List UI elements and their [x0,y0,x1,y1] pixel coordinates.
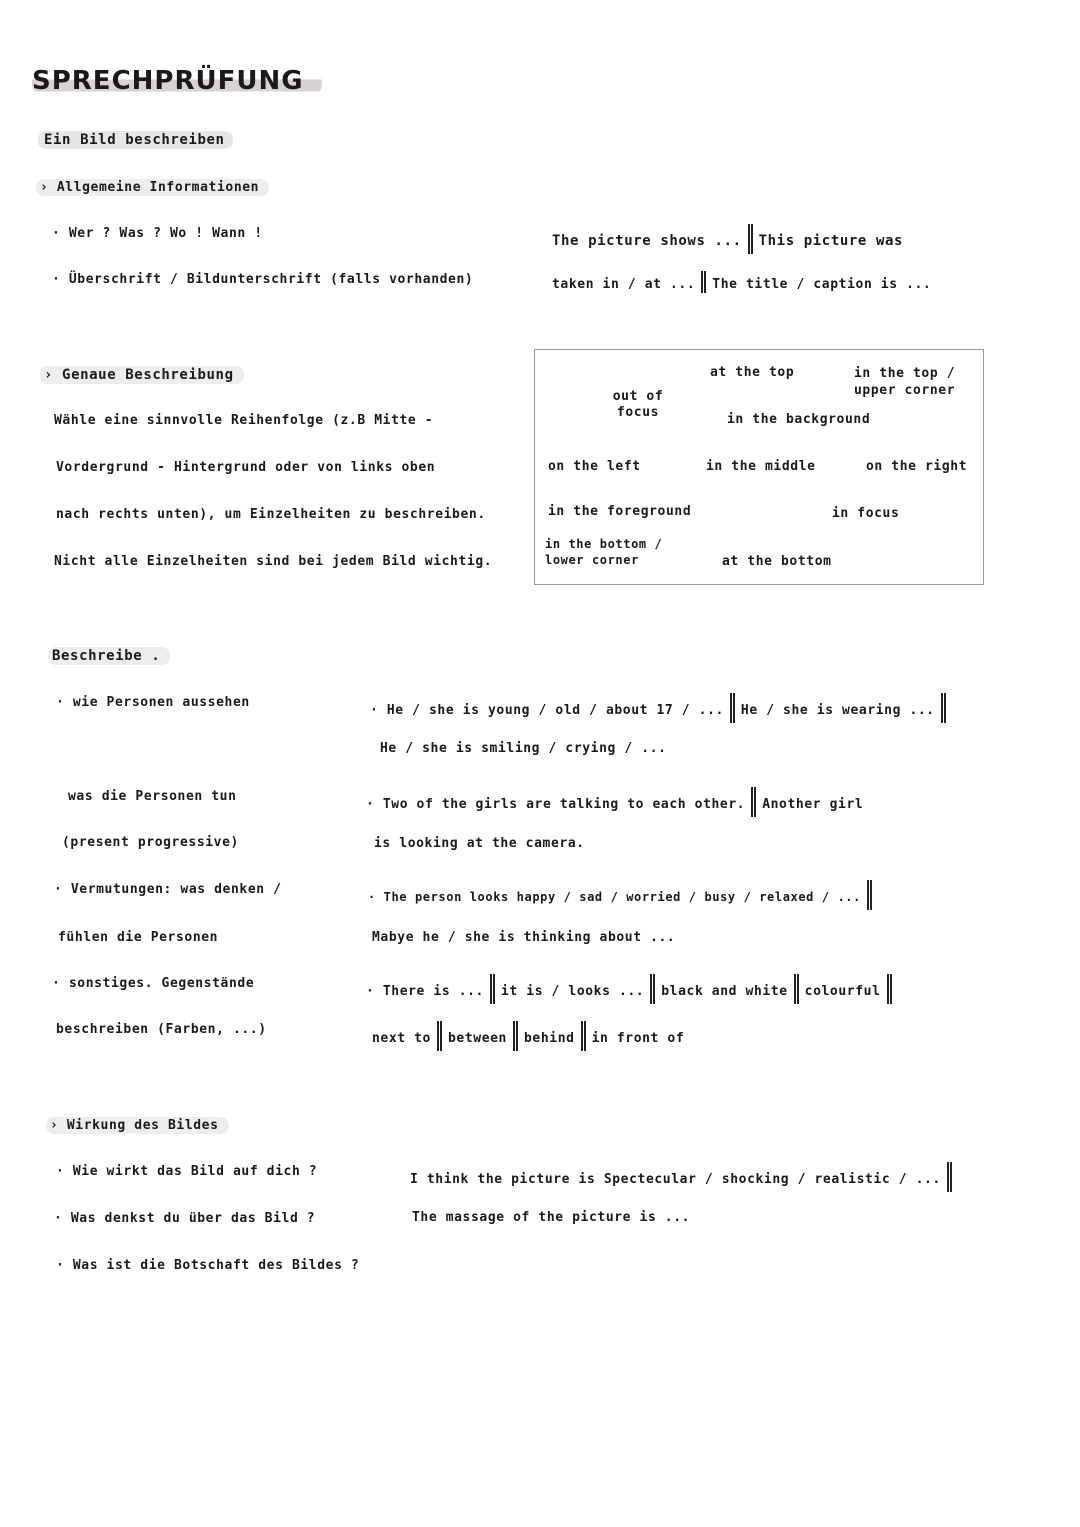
phrase-text: He / she is wearing ... [740,703,935,718]
phrase-text: it is / looks ... [500,984,645,999]
phrase-text: black and white [661,984,788,999]
pos-at-the-top: at the top [710,365,795,380]
separator [748,224,753,254]
pos-right: on the right [866,459,968,474]
pos-out-of-focus: out of focus [612,389,664,420]
page-title: SPRECHPRÜFUNG [32,66,322,96]
pos-bottom-corner: in the bottom / lower corner [545,537,663,567]
separator [794,974,799,1004]
phrase-text: behind [524,1031,575,1046]
separator [490,974,495,1004]
separator [941,693,946,723]
item-present-progressive: (present progressive) [62,835,239,850]
item-wie-personen-aussehen: · wie Personen aussehen [56,695,250,710]
phrase-text: in front of [591,1031,685,1046]
genau-line-3: nach rechts unten), um Einzelheiten zu beschreiben. [56,507,486,522]
separator [730,693,735,723]
phrase-text: taken in / at ... [552,277,696,292]
separator [701,271,706,293]
pos-at-the-bottom: at the bottom [722,554,832,569]
separator [437,1021,442,1051]
phrase-young-old [370,693,952,723]
phrase-picture-shows [552,224,903,254]
separator [751,787,756,817]
bullet-wer-was-wo-wann: · Wer ? Was ? Wo ! Wann ! [52,226,263,241]
bullet-ueberschrift: · Überschrift / Bildunterschrift (falls vorhanden) [52,272,474,287]
phrase-text: · The person looks happy / sad / worried / busy / relaxed / ... [368,890,861,904]
separator [513,1021,518,1051]
question-wie-wirkt: · Wie wirkt das Bild auf dich ? [56,1164,318,1179]
pos-background: in the background [727,412,871,427]
phrase-text: · He / she is young / old / about 17 / ... [370,703,724,718]
phrase-smiling-crying: He / she is smiling / crying / ... [380,741,667,756]
answer-massage: The massage of the picture is ... [412,1210,691,1225]
phrase-text: · Two of the girls are talking to each other. [366,797,746,812]
phrase-looking-at-camera: is looking at the camera. [374,836,585,851]
heading-beschreibe: Beschreibe . [48,647,170,665]
phrase-text: between [448,1031,507,1046]
item-vermutungen: · Vermutungen: was denken / [54,882,282,897]
item-sonstiges: · sonstiges. Gegenstände [52,976,255,991]
section-subtitle: Ein Bild beschreiben [38,131,233,149]
phrase-text: · There is ... [366,984,484,999]
phrase-taken-in [552,271,931,293]
separator [887,974,892,1004]
genau-line-4: Nicht alle Einzelheiten sind bei jedem Bild wichtig. [54,554,493,569]
separator [867,880,872,910]
item-beschreiben-farben: beschreiben (Farben, ...) [56,1022,267,1037]
heading-genaue-beschreibung: › Genaue Beschreibung [40,366,244,384]
phrase-text: next to [372,1031,431,1046]
separator [581,1021,586,1051]
pos-in-focus: in focus [832,506,900,521]
phrase-text: I think the picture is Spectecular / shocking / realistic / ... [410,1172,941,1187]
phrase-person-looks [368,880,878,910]
pos-top-corner: in the top / upper corner [854,366,956,398]
phrase-prepositions [372,1021,684,1051]
phrase-text: The title / caption is ... [712,277,932,292]
phrase-girls-talking [366,787,863,817]
question-was-denkst: · Was denkst du über das Bild ? [54,1211,316,1226]
phrase-text: Another girl [762,797,864,812]
pos-left: on the left [548,459,641,474]
item-fuehlen: fühlen die Personen [58,930,219,945]
separator [650,974,655,1004]
pos-middle: in the middle [706,459,816,474]
question-botschaft: · Was ist die Botschaft des Bildes ? [56,1258,360,1273]
phrase-maybe-thinking: Mabye he / she is thinking about ... [372,930,676,945]
phrase-text: colourful [804,984,881,999]
pos-foreground: in the foreground [548,504,692,519]
heading-wirkung-des-bildes: › Wirkung des Bildes [46,1117,229,1134]
heading-allgemeine-informationen: › Allgemeine Informationen [36,179,269,196]
item-was-die-personen-tun: was die Personen tun [68,789,237,804]
separator [947,1162,952,1192]
phrase-there-is [366,974,898,1004]
genau-line-2: Vordergrund - Hintergrund oder von links oben [56,460,436,475]
genau-line-1: Wähle eine sinnvolle Reihenfolge (z.B Mitte - [54,413,434,428]
answer-i-think [410,1162,958,1192]
phrase-text: This picture was [758,233,904,249]
phrase-text: The picture shows ... [552,233,742,249]
